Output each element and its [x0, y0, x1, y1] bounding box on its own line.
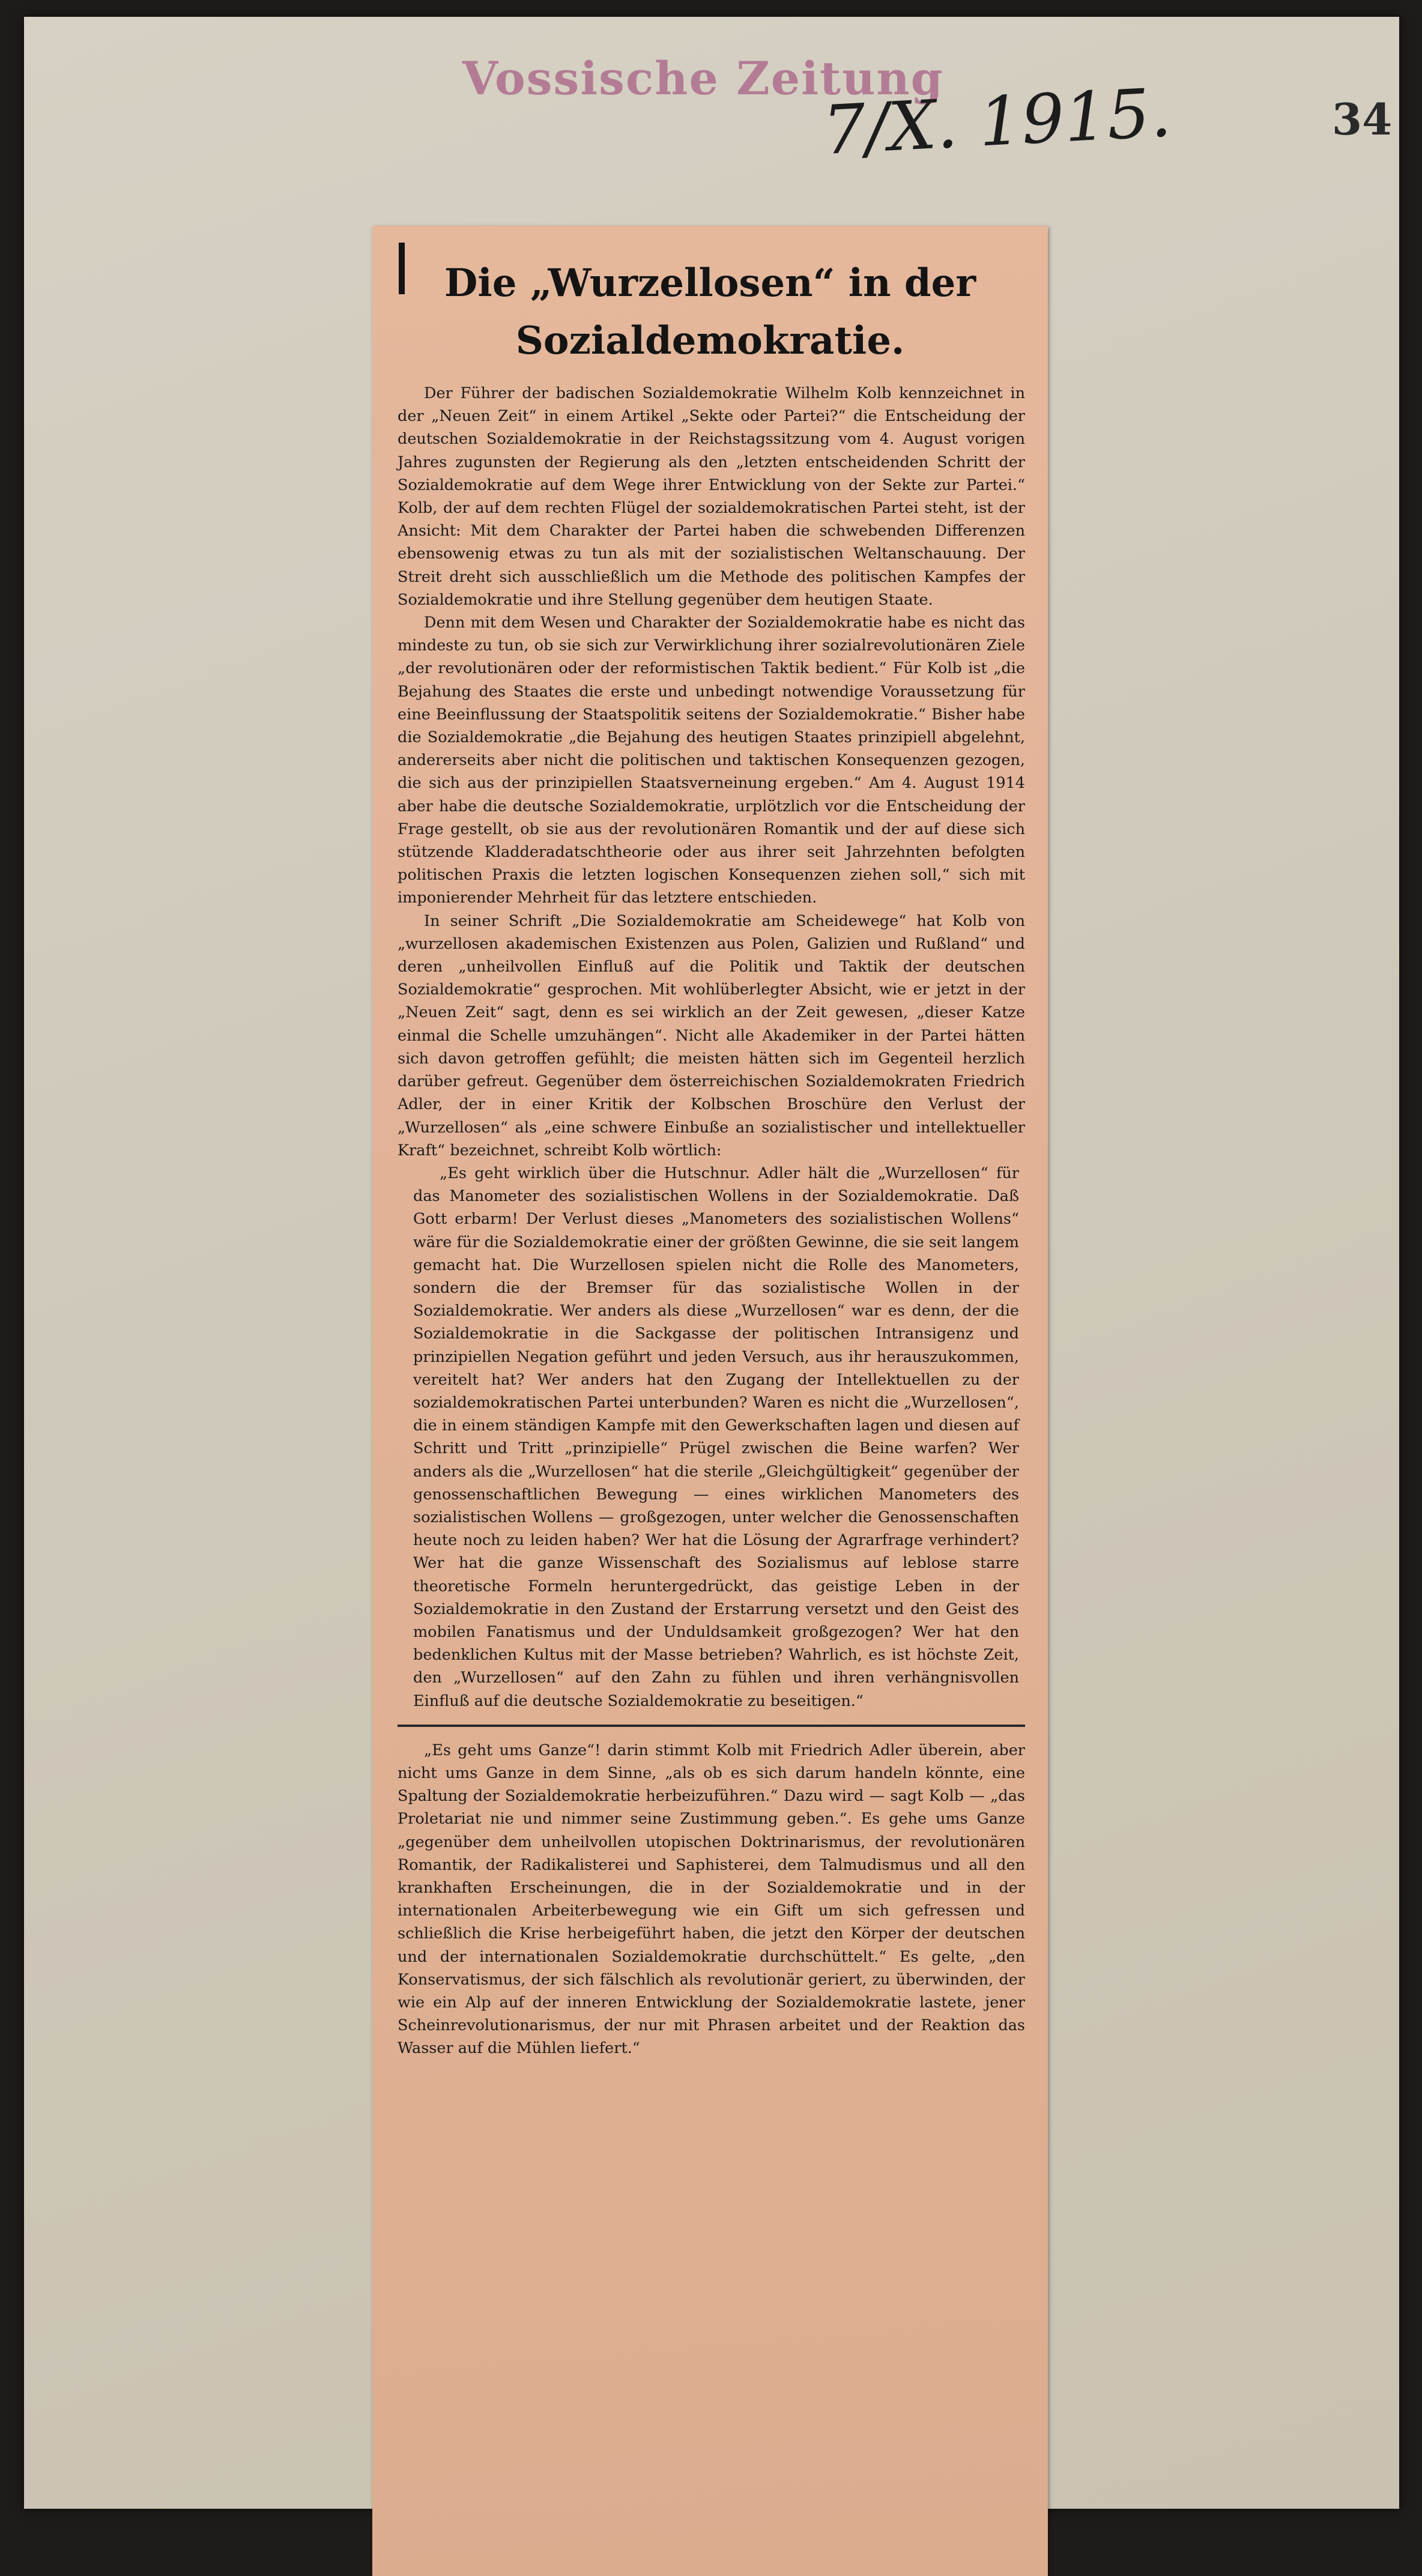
archive-sheet: [24, 17, 1399, 2509]
handwritten-date: 7/X. 1915.: [820, 73, 1173, 171]
newspaper-clipping: [372, 226, 1048, 2576]
headline-line-2: Sozialdemokratie.: [515, 318, 905, 363]
folio-number: 34: [1332, 94, 1393, 145]
headline-line-1: Die „Wurzellosen“ in der: [444, 261, 976, 306]
column-marker: [399, 243, 405, 294]
article-paragraph: Denn mit dem Wesen und Charakter der Sozialdemokratie habe es nicht das mindeste zu tun, ob sie sich zur Verwirklichung ihrer sozialrevolutionären Ziele „der revolutionären oder der reformistischen Taktik bedient.“ Für Kolb ist „die Bejahung des Staates die erste und unbedingt notwendige Voraussetzung für eine Beeinflussung der Staatspolitik seitens der Sozialdemokratie.“ Bisher habe die Sozialdemokratie „die Bejahung des heutigen Staates prinzipiell abgelehnt, andererseits aber nicht die politischen und taktischen Konsequenzen gezogen, die sich aus der prinzipiellen Staatsverneinung ergeben.“ Am 4. August 1914 aber habe die deutsche Sozialdemokratie, urplötzlich vor die Entscheidung der Frage gestellt, ob sie aus der revolutionären Romantik und der auf diese sich stützende Kladderadatschtheorie oder aus ihrer seit Jahrzehnten befolgten politischen Praxis die letzten logischen Konsequenzen ziehen soll,“ sich mit imponierender Mehrheit für das letztere entschieden.: [398, 614, 1025, 907]
article-body: [372, 370, 1048, 2060]
article-paragraph: In seiner Schrift „Die Sozialdemokratie am Scheidewege“ hat Kolb von „wurzellosen akademischen Existenzen aus Polen, Galizien und Rußland“ und deren „unheilvollen Einfluß auf die Politik und Taktik der deutschen Sozialdemokratie“ gesprochen. Mit wohlüberlegter Absicht, wie er jetzt in der „Neuen Zeit“ sagt, denn es sei wirklich an der Zeit gewesen, „dieser Katze einmal die Schelle umzuhängen“. Nicht alle Akademiker in der Partei hätten sich davon getroffen gefühlt; die meisten hätten sich im Gegenteil herzlich darüber gefreut. Gegenüber dem österreichischen Sozialdemokraten Friedrich Adler, der in einer Kritik der Kolbschen Broschüre den Verlust der „Wurzellosen“ als „eine schwere Einbuße an sozialistischer und intellektueller Kraft“ bezeichnet, schreibt Kolb wörtlich:: [398, 912, 1025, 1160]
kolb-quote: „Es geht wirklich über die Hutschnur. Adler hält die „Wurzellosen“ für das Manometer des sozialistischen Wollens in der Sozialdemokratie. Daß Gott erbarm! Der Verlust dieses „Manometers des sozialistischen Wollens“ wäre für die Sozialdemokratie einer der größten Gewinne, die sie seit langem gemacht hat. Die Wurzellosen spielen nicht die Rolle des Manometers, sondern die der Bremser für das sozialistische Wollen in der Sozialdemokratie. Wer anders als diese „Wurzellosen“ war es denn, der die Sozialdemokratie in die Sackgasse der politischen Intransigenz und prinzipiellen Negation geführt und jeden Versuch, aus ihr herauszukommen, vereitelt hat? Wer anders hat den Zugang der Intellektuellen zu der sozialdemokratischen Partei unterbunden? Waren es nicht die „Wurzellosen“, die in einem ständigen Kampfe mit den Gewerkschaften lagen und diesen auf Schritt und Tritt „prinzipielle“ Prügel zwischen die Beine warfen? Wer anders als die „Wurzellosen“ hat die sterile „Gleichgültigkeit“ gegenüber der genossenschaftlichen Bewegung — eines wirklichen Manometers des sozialistischen Wollens — großgezogen, unter welcher die Genossenschaften heute noch zu leiden haben? Wer hat die Lösung der Agrarfrage verhindert? Wer hat die ganze Wissenschaft des Sozialismus auf leblose starre theoretische Formeln heruntergedrückt, das geistige Leben in der Sozialdemokratie in den Zustand der Erstarrung versetzt und den Geist des mobilen Fanatismus und der Unduldsamkeit großgezogen? Wer hat den bedenklichen Kultus mit der Masse betrieben? Wahrlich, es ist höchste Zeit, den „Wurzellosen“ auf den Zahn zu fühlen und ihren verhängnisvollen Einfluß auf die deutsche Sozialdemokratie zu beseitigen.“: [413, 1164, 1019, 1710]
paragraph-divider: [398, 1725, 1025, 1727]
article-paragraph: „Es geht ums Ganze“! darin stimmt Kolb mit Friedrich Adler überein, aber nicht ums Ganze in dem Sinne, „als ob es sich darum handeln könnte, eine Spaltung der Sozialdemokratie herbeizuführen.“ Dazu wird — sagt Kolb — „das Proletariat nie und nimmer seine Zustimmung geben.“. Es gehe ums Ganze „gegenüber dem unheilvollen utopischen Doktrinarismus, der revolutionären Romantik, der Radikalisterei und Saphisterei, dem Talmudismus und all den krankhaften Erscheinungen, die in der Sozialdemokratie und in der internationalen Arbeiterbewegung wie ein Gift um sich gefressen und schließlich die Krise herbeigeführt haben, die jetzt den Körper der deutschen und der internationalen Sozialdemokratie durchschüttelt.“ Es gelte, „den Konservatismus, der sich fälschlich als revolutionär geriert, zu überwinden, der wie ein Alp auf der inneren Entwicklung der Sozialdemokratie lastete, jener Scheinrevolutionarismus, der nur mit Phrasen arbeitet und der Reaktion das Wasser auf die Mühlen liefert.“: [398, 1741, 1025, 2058]
newspaper-stamp: Vossische Zeitung: [462, 52, 944, 105]
article-headline: [372, 226, 1048, 370]
article-paragraph: Der Führer der badischen Sozialdemokratie Wilhelm Kolb kennzeichnet in der „Neuen Zeit“ in einem Artikel „Sekte oder Partei?“ die Entscheidung der deutschen Sozialdemokratie in der Reichstagssitzung vom 4. August vorigen Jahres zugunsten der Regierung als den „letzten entscheidenden Schritt der Sozialdemokratie auf dem Wege ihrer Entwicklung von der Sekte zur Partei.“ Kolb, der auf dem rechten Flügel der sozialdemokratischen Partei steht, ist der Ansicht: Mit dem Charakter der Partei haben die schwebenden Differenzen ebensowenig etwas zu tun als mit der sozialistischen Weltanschauung. Der Streit dreht sich ausschließlich um die Methode des politischen Kampfes der Sozialdemokratie und ihre Stellung gegenüber dem heutigen Staate.: [398, 384, 1025, 609]
